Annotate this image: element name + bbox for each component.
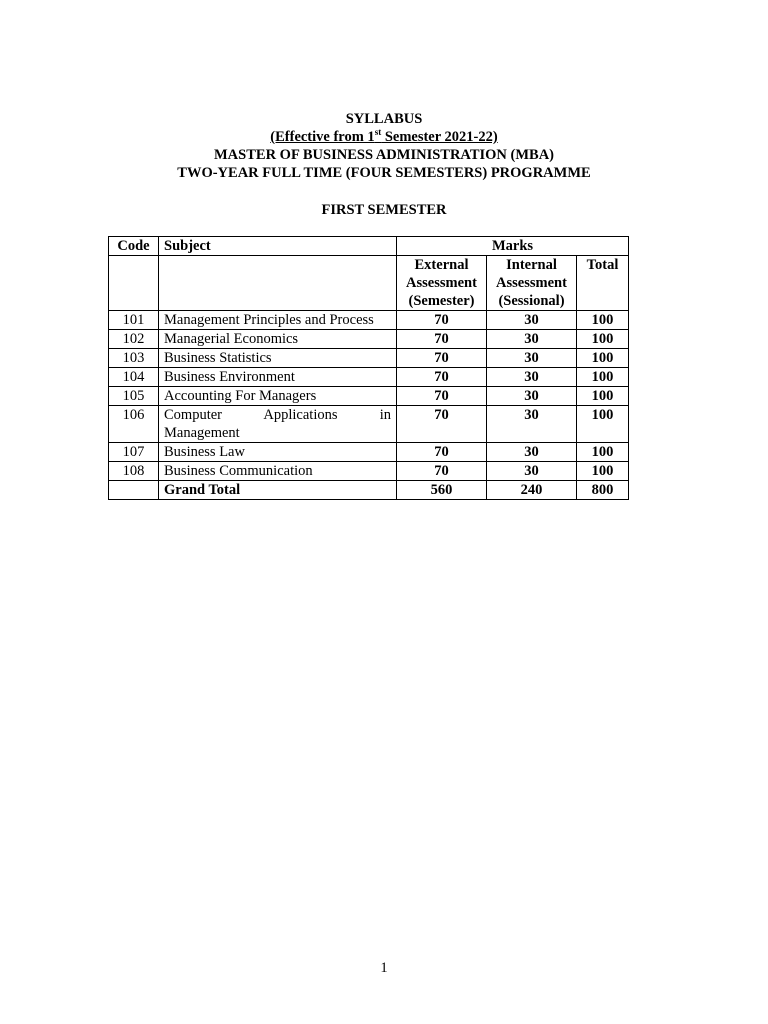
row-internal: 30: [487, 330, 577, 349]
row-internal: 30: [487, 387, 577, 406]
grand-total-label: Grand Total: [159, 481, 397, 500]
row-code: 107: [109, 443, 159, 462]
table-row: [109, 368, 629, 387]
program-name: MASTER OF BUSINESS ADMINISTRATION (MBA): [214, 147, 554, 163]
subheader-empty-subject: [159, 256, 397, 311]
row-code: 101: [109, 311, 159, 330]
header-total: Total: [577, 256, 629, 311]
row-external: 70: [397, 387, 487, 406]
row-external: 70: [397, 349, 487, 368]
row-external: 70: [397, 462, 487, 481]
header-subject: Subject: [159, 237, 397, 256]
row-code: 105: [109, 387, 159, 406]
row-subject: Managerial Economics: [159, 330, 397, 349]
row-total: 100: [577, 368, 629, 387]
grand-total-external: 560: [397, 481, 487, 500]
table-row: [109, 462, 629, 481]
marks-table: [108, 236, 629, 500]
row-code: 106: [109, 406, 159, 443]
grand-total-empty: [109, 481, 159, 500]
row-total: 100: [577, 443, 629, 462]
row-internal: 30: [487, 443, 577, 462]
header-internal: Internal Assessment (Sessional): [487, 256, 577, 311]
grand-total-total: 800: [577, 481, 629, 500]
row-subject: Business Communication: [159, 462, 397, 481]
row-internal: 30: [487, 462, 577, 481]
row-external: 70: [397, 443, 487, 462]
row-code: 103: [109, 349, 159, 368]
row-subject: Computer Applications in Management: [159, 406, 397, 443]
subheader-empty-code: [109, 256, 159, 311]
row-code: 102: [109, 330, 159, 349]
grand-total-internal: 240: [487, 481, 577, 500]
table-row: [109, 349, 629, 368]
row-total: 100: [577, 406, 629, 443]
table-row: [109, 443, 629, 462]
row-subject: Business Statistics: [159, 349, 397, 368]
header-external: External Assessment (Semester): [397, 256, 487, 311]
table-row: [109, 387, 629, 406]
row-subject: Business Law: [159, 443, 397, 462]
table-row: [109, 311, 629, 330]
row-external: 70: [397, 330, 487, 349]
program-duration: TWO-YEAR FULL TIME (FOUR SEMESTERS) PROGRAMME: [177, 165, 591, 181]
table-header-row: [109, 237, 629, 256]
row-subject: Business Environment: [159, 368, 397, 387]
row-subject: Accounting For Managers: [159, 387, 397, 406]
row-code: 104: [109, 368, 159, 387]
row-total: 100: [577, 330, 629, 349]
table-subheader-row: [109, 256, 629, 311]
grand-total-row: [109, 481, 629, 500]
effective-date: (Effective from 1st Semester 2021-22): [270, 127, 498, 145]
semester-title: FIRST SEMESTER: [321, 202, 447, 218]
row-internal: 30: [487, 406, 577, 443]
row-subject: Management Principles and Process: [159, 311, 397, 330]
row-total: 100: [577, 387, 629, 406]
row-external: 70: [397, 311, 487, 330]
row-external: 70: [397, 406, 487, 443]
row-internal: 30: [487, 311, 577, 330]
table-row: [109, 406, 629, 443]
table-row: [109, 330, 629, 349]
row-total: 100: [577, 311, 629, 330]
row-total: 100: [577, 349, 629, 368]
header-marks: Marks: [397, 237, 629, 256]
document-header: [0, 110, 768, 182]
row-internal: 30: [487, 368, 577, 387]
header-code: Code: [109, 237, 159, 256]
page-number: 1: [380, 960, 388, 976]
row-internal: 30: [487, 349, 577, 368]
syllabus-title: SYLLABUS: [345, 111, 423, 127]
row-external: 70: [397, 368, 487, 387]
row-code: 108: [109, 462, 159, 481]
row-total: 100: [577, 462, 629, 481]
